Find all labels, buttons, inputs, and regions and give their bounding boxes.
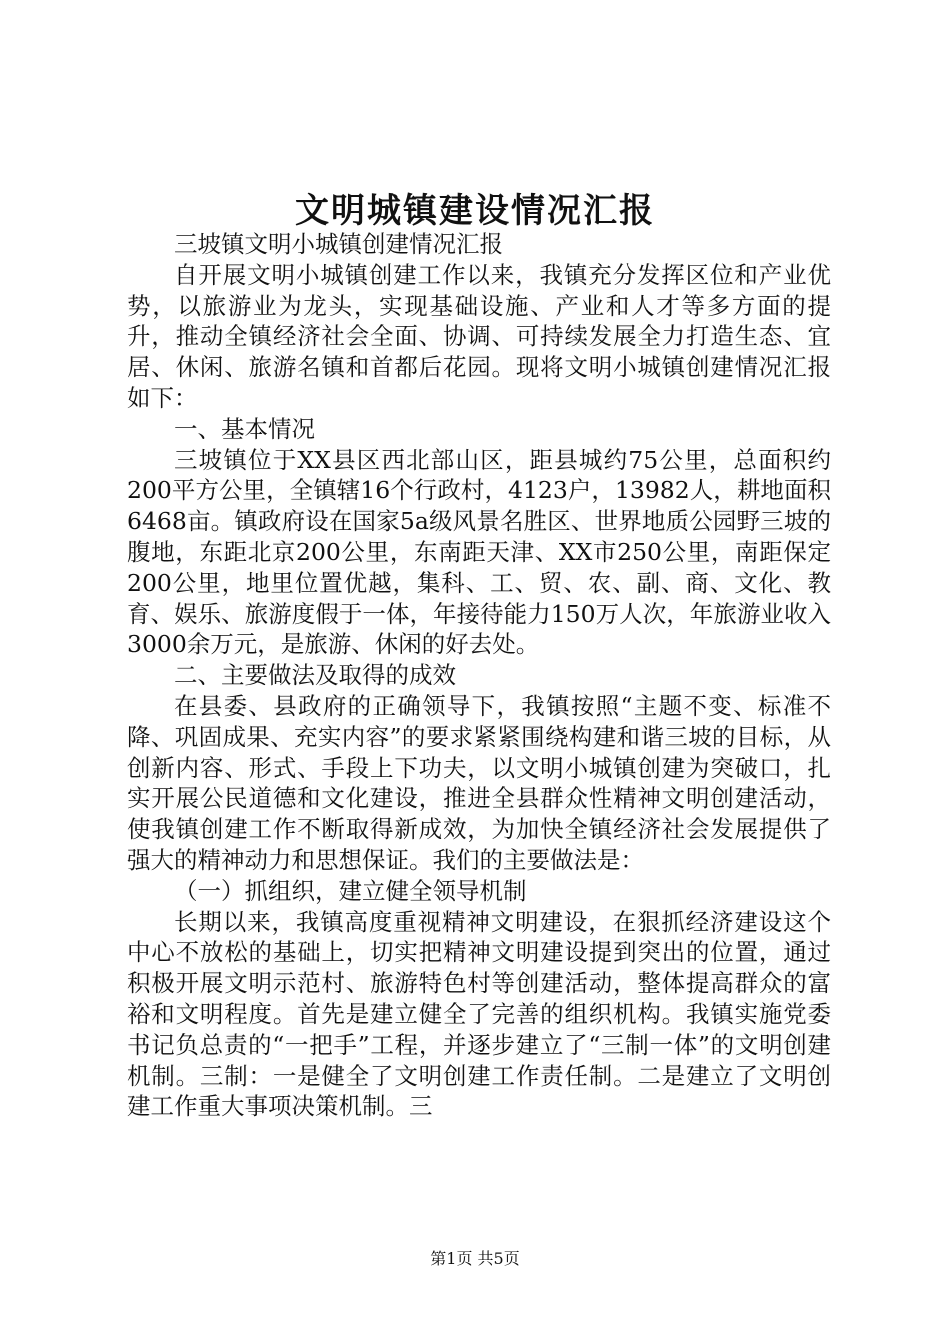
section-heading-practices: 二、主要做法及取得的成效 — [174, 661, 456, 690]
document-title: 文明城镇建设情况汇报 — [295, 191, 655, 231]
paragraph-intro: 自开展文明小城镇创建工作以来，我镇充分发挥区位和产业优势，以旅游业为龙头，实现基础设施、产业和人才等多方面的提升，推动全镇经济社会全面、协调、可持续发展全力打造生态、宜居、休闲、旅游名镇和首都后花园。现将文明小城镇创建情况汇报如下： — [127, 260, 831, 412]
section-heading-basic: 一、基本情况 — [174, 414, 315, 443]
paragraph-organization: 长期以来，我镇高度重视精神文明建设，在狠抓经济建设这个中心不放松的基础上，切实把精神文明建设提到突出的位置，通过积极开展文明示范村、旅游特色村等创建活动，整体提高群众的富裕和文明程度。首先是建立健全了完善的组织机构。我镇实施党委书记负总责的“一把手”工程，并逐步建立了“三制一体”的文明创建机制。三制：一是健全了文明创建工作责任制。二是建立了文明创建工作重大事项决策机制。三 — [127, 907, 831, 1121]
paragraph-subtitle: 三坡镇文明小城镇创建情况汇报 — [174, 230, 503, 258]
paragraph-practices: 在县委、县政府的正确领导下，我镇按照“主题不变、标准不降、巩固成果、充实内容”的要求紧紧围绕构建和谐三坡的目标，从创新内容、形式、手段上下功夫，以文明小城镇创建为突破口，扎实开展公民道德和文化建设，推进全县群众性精神文明创建活动，使我镇创建工作不断取得新成效，为加快全镇经济社会发展提供了强大的精神动力和思想保证。我们的主要做法是： — [127, 691, 831, 874]
page-footer: 第1页 共5页 — [430, 1249, 520, 1268]
document-body — [127, 229, 831, 1122]
subsection-heading-organization: （一）抓组织，建立健全领导机制 — [174, 876, 527, 905]
paragraph-basic-info: 三坡镇位于XX县区西北部山区，距县城约75公里，总面积约200平方公里，全镇辖16个行政村，4123户，13982人，耕地面积6468亩。镇政府设在国家5a级风景名胜区、世界地质公园野三坡的腹地，东距北京200公里，东南距天津、XX市250公里，南距保定200公里，地里位置优越，集科、工、贸、农、副、商、文化、教育、娱乐、旅游度假于一体，年接待能力150万人次，年旅游业收入3000余万元，是旅游、休闲的好去处。 — [127, 445, 831, 659]
